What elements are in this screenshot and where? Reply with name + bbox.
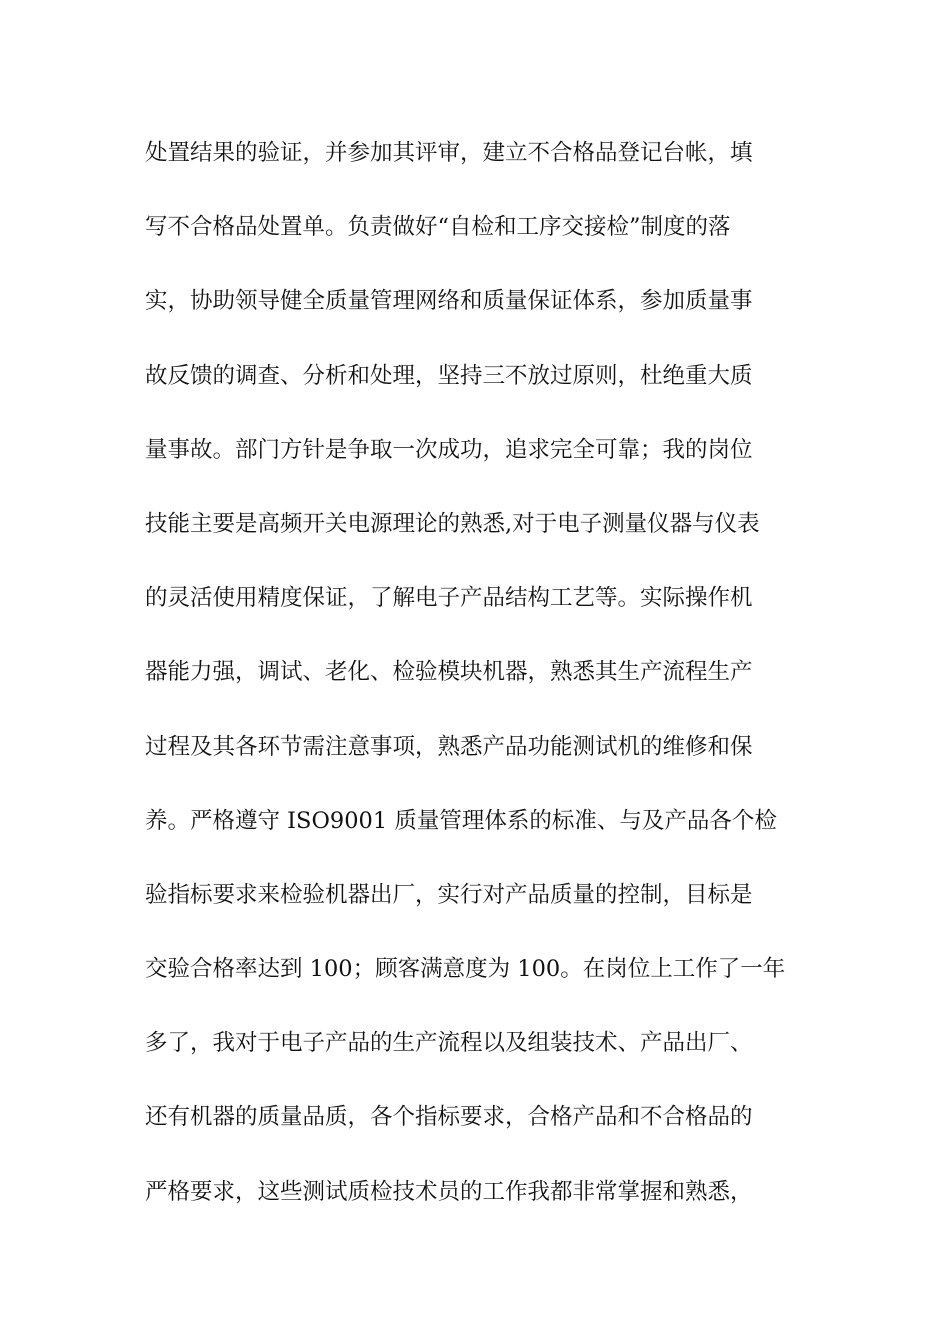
text-line: 验指标要求来检验机器出厂，实行对产品质量的控制，目标是 — [145, 881, 753, 908]
text-line: 器能力强，调试、老化、检验模块机器，熟悉其生产流程生产 — [145, 659, 753, 686]
text-line: 处置结果的验证，并参加其评审，建立不合格品登记台帐，填 — [145, 140, 753, 166]
text-line: 严格要求，这些测试质检技术员的工作我都非常掌握和熟悉， — [145, 1178, 753, 1205]
text-line: 实，协助领导健全质量管理网络和质量保证体系，参加质量事 — [145, 288, 753, 315]
text-line: 写不合格品处置单。负责做好“自检和工序交接检”制度的落 — [145, 214, 731, 241]
text-line: 的灵活使用精度保证，了解电子产品结构工艺等。实际操作机 — [145, 585, 753, 612]
text-line: 故反馈的调查、分析和处理，坚持三不放过原则，杜绝重大质 — [145, 362, 753, 389]
text-line: 量事故。部门方针是争取一次成功，追求完全可靠；我的岗位 — [145, 436, 753, 463]
body-paragraph — [145, 126, 815, 1239]
text-line: 养。严格遵守 ISO9001 质量管理体系的标准、与及产品各个检 — [145, 807, 777, 834]
text-line: 技能主要是高频开关电源理论的熟悉,对于电子测量仪器与仪表 — [145, 510, 760, 537]
text-line: 还有机器的质量品质，各个指标要求，合格产品和不合格品的 — [145, 1104, 753, 1131]
text-line: 交验合格率达到 100；顾客满意度为 100。在岗位上工作了一年 — [145, 956, 786, 983]
text-line: 多了，我对于电子产品的生产流程以及组装技术、产品出厂、 — [145, 1030, 753, 1057]
text-line: 过程及其各环节需注意事项，熟悉产品功能测试机的维修和保 — [145, 733, 753, 760]
